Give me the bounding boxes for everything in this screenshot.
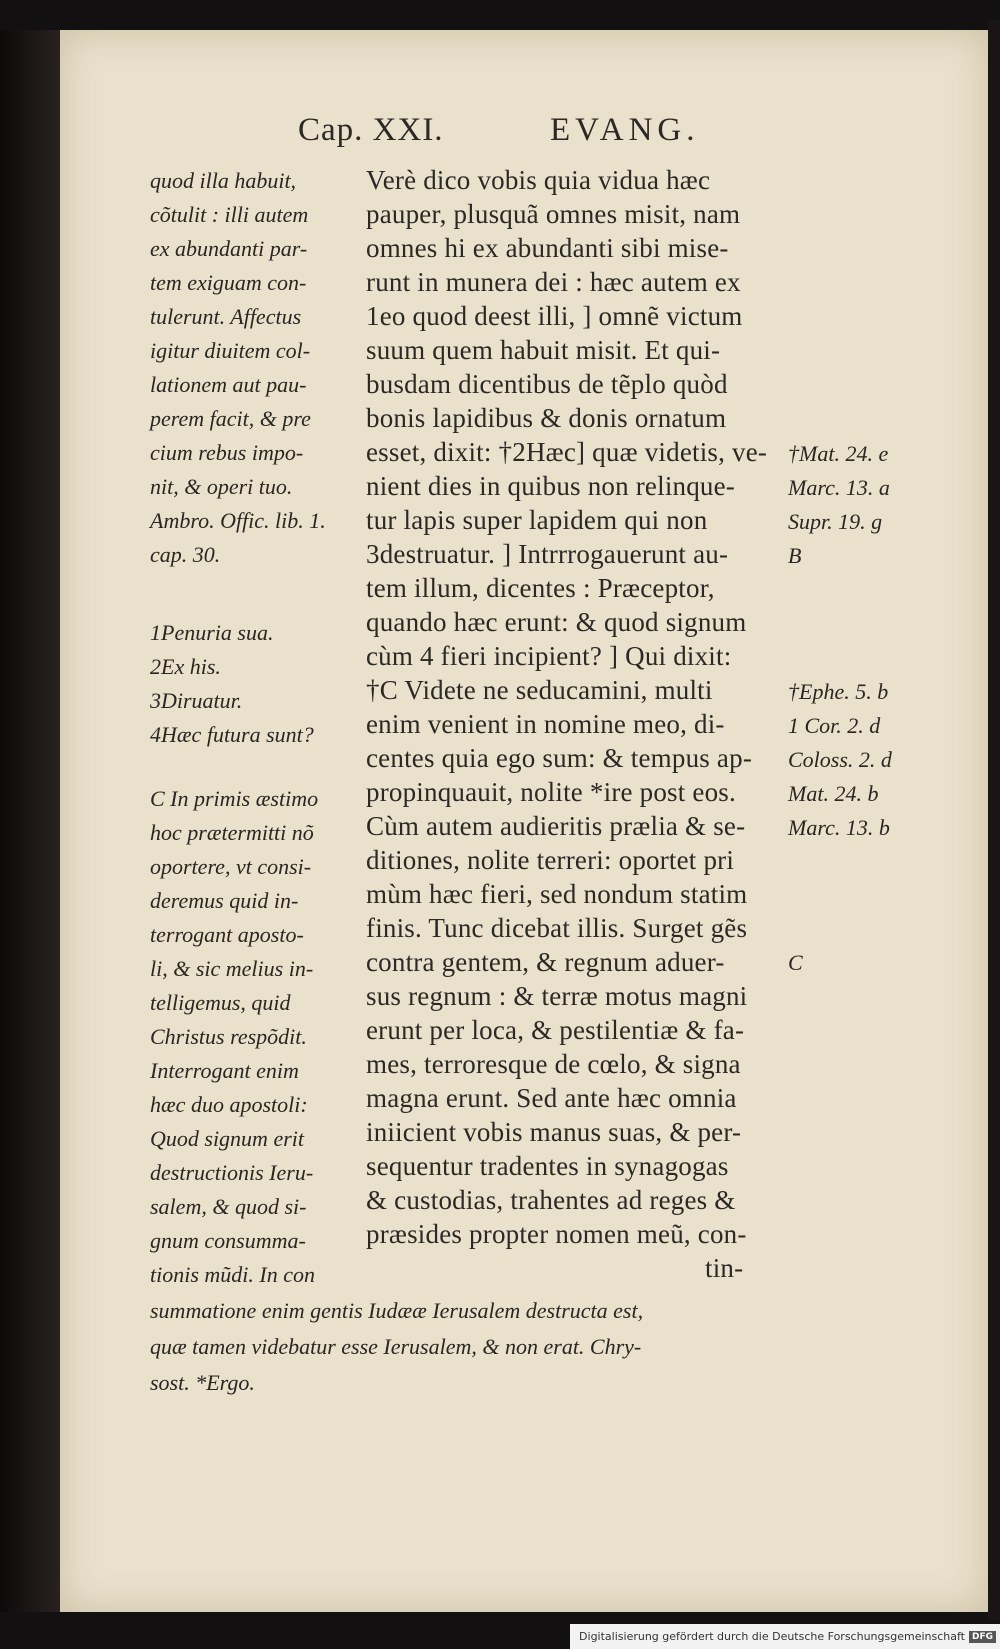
- scripture-reference: †Mat. 24. e: [788, 441, 889, 466]
- main-text-line: centes quia ego sum: & tempus ap-: [366, 743, 753, 773]
- main-text-line: pauper, plusquã omnes misit, nam: [366, 199, 741, 229]
- main-text-line: Cùm autem audieritis prælia & se-: [366, 811, 746, 841]
- main-text-line: Verè dico vobis quia vidua hæc: [366, 165, 711, 195]
- margin-note: tem exiguam con-: [150, 270, 307, 295]
- scripture-reference: Supr. 19. g: [788, 509, 883, 534]
- margin-note: hæc duo apostoli:: [150, 1092, 308, 1117]
- margin-note: C In primis æstimo: [150, 786, 319, 811]
- margin-note: telligemus, quid: [150, 990, 291, 1015]
- main-text-line: nient dies in quibus non relinque-: [366, 471, 735, 501]
- scripture-reference: Mat. 24. b: [788, 781, 879, 806]
- commentary-line: summatione enim gentis Iudææ Ierusalem destructa est,: [150, 1298, 644, 1323]
- digitization-credit: [570, 1624, 1000, 1649]
- main-text-line: 1eo quod deest illi, ] omnẽ victum: [366, 301, 743, 331]
- main-text-line: finis. Tunc dicebat illis. Surget gẽs: [366, 913, 748, 943]
- main-text-line: esset, dixit: †2Hæc] quæ videtis, ve-: [366, 437, 768, 467]
- margin-note: tulerunt. Affectus: [150, 304, 302, 329]
- catchword: tin-: [705, 1253, 744, 1283]
- main-text-line: propinquauit, nolite *ire post eos.: [366, 777, 736, 807]
- margin-note: cap. 30.: [150, 542, 221, 567]
- main-text-line: bonis lapidibus & donis ornatum: [366, 403, 727, 433]
- main-text-line: sequentur tradentes in synagogas: [366, 1151, 729, 1181]
- margin-note: Interrogant enim: [150, 1058, 299, 1083]
- dfg-logo: DFG: [969, 1631, 996, 1643]
- main-text-line: magna erunt. Sed ante hæc omnia: [366, 1083, 737, 1113]
- main-text-line: 3destruatur. ] Intrrrogauerunt au-: [366, 539, 729, 569]
- main-text-line: mùm hæc fieri, sed nondum statim: [366, 879, 748, 909]
- margin-note: hoc prætermitti nõ: [150, 820, 314, 845]
- scripture-reference: Marc. 13. a: [788, 475, 890, 500]
- margin-gloss: 2Ex his.: [150, 654, 221, 679]
- margin-note: Quod signum erit: [150, 1126, 304, 1151]
- margin-gloss: 4Hæc futura sunt?: [150, 722, 314, 747]
- commentary-line: quæ tamen videbatur esse Ierusalem, & non erat. Chry-: [150, 1334, 642, 1359]
- page-right-edge: [988, 20, 1000, 1620]
- margin-note: salem, & quod si-: [150, 1194, 307, 1219]
- margin-note: gnum consumma-: [150, 1228, 306, 1253]
- scripture-reference: †Ephe. 5. b: [788, 679, 889, 704]
- main-text-line: erunt per loca, & pestilentiæ & fa-: [366, 1015, 745, 1045]
- section-letter: C: [788, 950, 803, 975]
- scripture-reference: Coloss. 2. d: [788, 747, 892, 772]
- book-page: [60, 30, 988, 1612]
- main-text-line: runt in munera dei : hæc autem ex: [366, 267, 741, 297]
- main-text-line: quando hæc erunt: & quod signum: [366, 607, 747, 637]
- main-text-line: enim venient in nomine meo, di-: [366, 709, 725, 739]
- main-text-line: †C Videte ne seducamini, multi: [366, 675, 713, 705]
- running-head-chapter: Cap. XXI.: [298, 112, 444, 148]
- main-text-line: busdam dicentibus de tẽplo quòd: [366, 369, 728, 399]
- main-text-line: ditiones, nolite terreri: oportet pri: [366, 845, 735, 875]
- main-text-line: cùm 4 fieri incipient? ] Qui dixit:: [366, 641, 732, 671]
- margin-note: li, & sic melius in-: [150, 956, 314, 981]
- margin-note: cõtulit : illi autem: [150, 202, 309, 227]
- margin-note: lationem aut pau-: [150, 372, 307, 397]
- margin-note: deremus quid in-: [150, 888, 299, 913]
- main-text-line: sus regnum : & terræ motus magni: [366, 981, 748, 1011]
- main-text-line: iniicient vobis manus suas, & per-: [366, 1117, 742, 1147]
- margin-gloss: 3Diruatur.: [150, 688, 243, 713]
- main-text-line: suum quem habuit misit. Et qui-: [366, 335, 721, 365]
- margin-gloss: 1Penuria sua.: [150, 620, 274, 645]
- main-text-line: & custodias, trahentes ad reges &: [366, 1185, 736, 1215]
- commentary-line: sost. *Ergo.: [150, 1370, 255, 1395]
- main-text-line: præsides propter nomen meũ, con-: [366, 1219, 747, 1249]
- section-letter: B: [788, 543, 802, 568]
- scripture-reference: 1 Cor. 2. d: [788, 713, 881, 738]
- main-text-line: tur lapis super lapidem qui non: [366, 505, 708, 535]
- scripture-reference: Marc. 13. b: [788, 815, 890, 840]
- running-head: [60, 112, 988, 152]
- margin-note: nit, & operi tuo.: [150, 474, 293, 499]
- margin-note: Ambro. Offic. lib. 1.: [150, 508, 326, 533]
- margin-note: terrogant aposto-: [150, 922, 304, 947]
- book-spine-shadow: [0, 30, 62, 1612]
- margin-note: perem facit, & pre: [150, 406, 311, 431]
- margin-note: destructionis Ieru-: [150, 1160, 314, 1185]
- main-text-line: omnes hi ex abundanti sibi mise-: [366, 233, 729, 263]
- running-head-title: EVANG.: [550, 112, 700, 148]
- main-text-line: tem illum, dicentes : Præceptor,: [366, 573, 715, 603]
- margin-note: tionis mũdi. In con: [150, 1262, 315, 1287]
- margin-note: ex abundanti par-: [150, 236, 308, 261]
- margin-note: quod illa habuit,: [150, 168, 297, 193]
- margin-note: oportere, vt consi-: [150, 854, 312, 879]
- credit-text: Digitalisierung gefördert durch die Deutsche Forschungsgemeinschaft: [579, 1630, 965, 1643]
- margin-note: igitur diuitem col-: [150, 338, 311, 363]
- main-text-line: mes, terroresque de cœlo, & signa: [366, 1049, 741, 1079]
- margin-note: cium rebus impo-: [150, 440, 304, 465]
- main-text-line: contra gentem, & regnum aduer-: [366, 947, 725, 977]
- margin-note: Christus respõdit.: [150, 1024, 307, 1049]
